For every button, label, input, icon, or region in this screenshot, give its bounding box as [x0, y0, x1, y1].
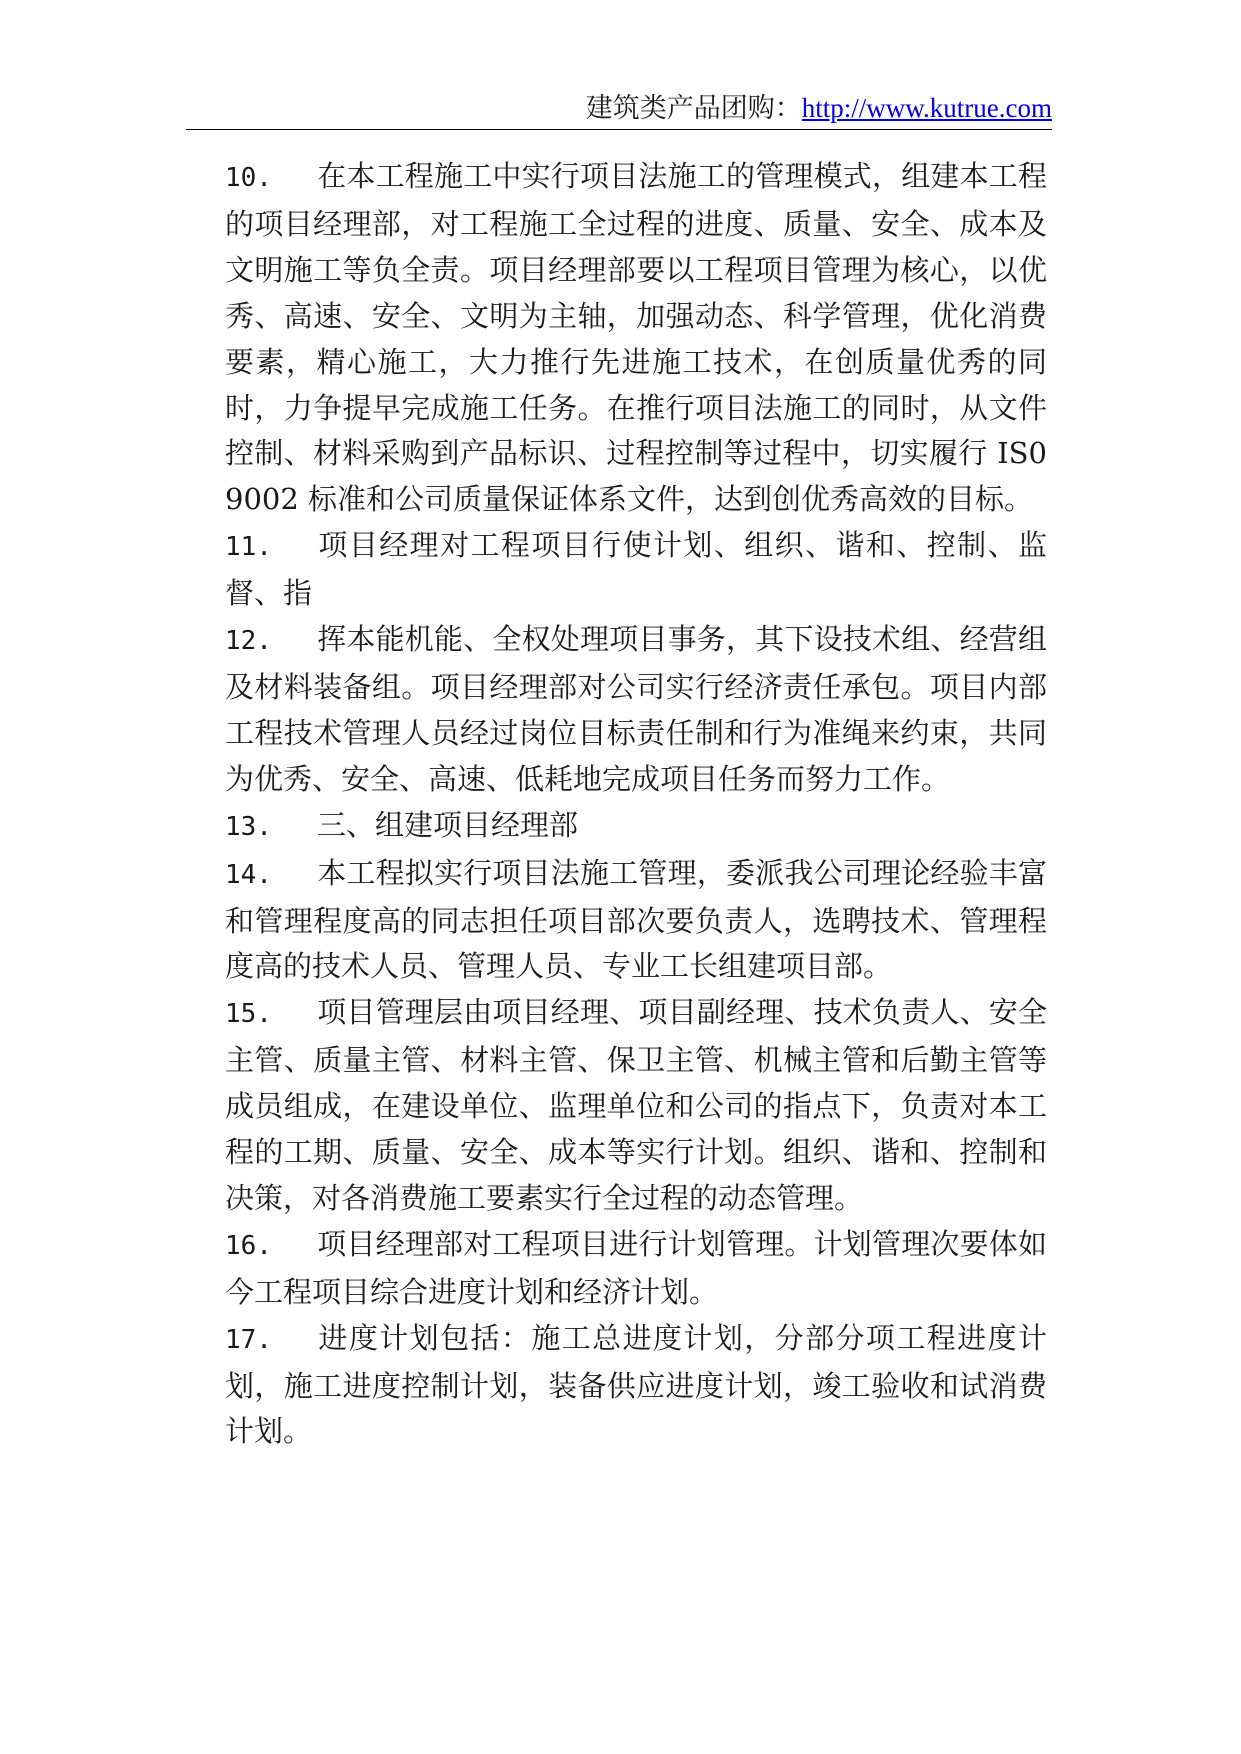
paragraph-17	[225, 1316, 1047, 1456]
paragraph-text: 项目管理层由项目经理、项目副经理、技术负责人、安全主管、质量主管、材料主管、保卫主管、机械主管和后勤主管等成员组成，在建设单位、监理单位和公司的指点下，负责对本工程的工期、质量、安全、成本等实行计划。组织、谐和、控制和决策，对各消费施工要素实行全过程的动态管理。	[225, 995, 1047, 1215]
paragraph-text: 项目经理对工程项目行使计划、组织、谐和、控制、监督、指	[225, 528, 1047, 611]
paragraph-number: 12.	[225, 626, 272, 657]
paragraph-text: 三、组建项目经理部	[317, 807, 579, 842]
paragraph-16	[225, 1222, 1047, 1316]
paragraph-number: 17.	[225, 1324, 272, 1355]
paragraph-12	[225, 617, 1047, 803]
header-label: 建筑类产品团购：	[585, 93, 802, 124]
paragraph-text: 进度计划包括：施工总进度计划，分部分项工程进度计划，施工进度控制计划，装备供应进度计划，竣工验收和试消费计划。	[225, 1320, 1047, 1449]
header-url-link[interactable]: http://www.kutrue.com	[801, 93, 1052, 123]
paragraph-number: 13.	[225, 811, 272, 842]
paragraph-15	[225, 990, 1047, 1222]
paragraph-number: 14.	[225, 859, 272, 890]
paragraph-text: 项目经理部对工程项目进行计划管理。计划管理次要体如今工程项目综合进度计划和经济计划。	[225, 1226, 1047, 1309]
page-header	[186, 88, 1052, 128]
paragraph-number: 16.	[225, 1230, 272, 1261]
paragraph-text: 本工程拟实行项目法施工管理，委派我公司理论经验丰富和管理程度高的同志担任项目部次要负责人，选聘技术、管理程度高的技术人员、管理人员、专业工长组建项目部。	[225, 855, 1047, 984]
paragraph-text: 挥本能机能、全权处理项目事务，其下设技术组、经营组及材料装备组。项目经理部对公司实行经济责任承包。项目内部工程技术管理人员经过岗位目标责任制和行为准绳来约束，共同为优秀、安全、高速、低耗地完成项目任务而努力工作。	[225, 622, 1047, 796]
paragraph-number: 11.	[225, 532, 272, 563]
paragraph-10	[225, 154, 1047, 523]
paragraph-number: 10.	[225, 163, 272, 193]
paragraph-number: 15.	[225, 999, 272, 1030]
paragraph-text: 在本工程施工中实行项目法施工的管理模式，组建本工程的项目经理部，对工程施工全过程的进度、质量、安全、成本及文明施工等负全责。项目经理部要以工程项目管理为核心，以优秀、高速、安全、文明为主轴，加强动态、科学管理，优化消费要素，精心施工，大力推行先进施工技术，在创质量优秀的同时，力争提早完成施工任务。在推行项目法施工的同时，从文件控制、材料采购到产品标识、过程控制等过程中，切实履行 IS09002 标准和公司质量保证体系文件，达到创优秀高效的目标。	[225, 159, 1047, 517]
header-divider	[186, 129, 1052, 130]
paragraph-11	[225, 523, 1047, 617]
document-body	[225, 154, 1047, 1455]
paragraph-13	[225, 803, 1047, 851]
paragraph-14	[225, 851, 1047, 991]
